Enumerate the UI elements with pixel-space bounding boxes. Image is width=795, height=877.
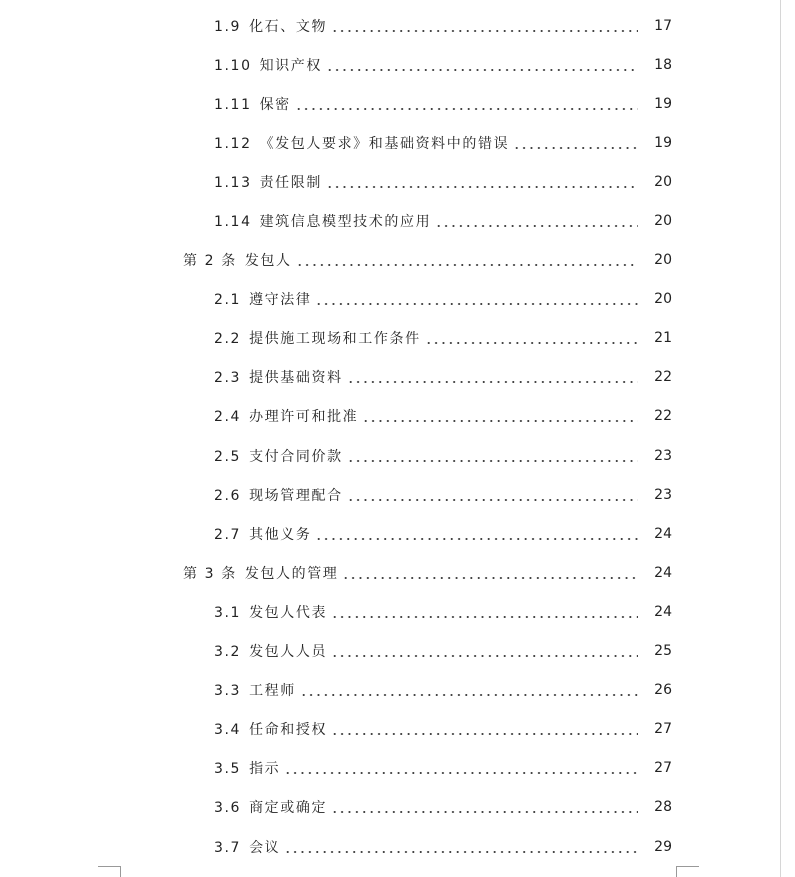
toc-entry-title: 指示	[249, 761, 281, 778]
toc-entry-label	[214, 524, 311, 544]
toc-entry-number: 2.4	[214, 409, 242, 426]
toc-page-number: 20	[654, 213, 672, 230]
toc-entry[interactable]	[0, 6, 795, 45]
toc-entry[interactable]	[0, 358, 795, 397]
toc-entry-title: 化石、文物	[249, 18, 328, 35]
toc-entry[interactable]	[0, 632, 795, 671]
toc-entry-label	[214, 367, 343, 387]
toc-entry[interactable]	[0, 280, 795, 319]
toc-entry-title: 任命和授权	[249, 722, 328, 739]
table-of-contents	[0, 6, 795, 866]
toc-entry-title: 发包人	[244, 253, 292, 270]
toc-page-number: 27	[654, 760, 672, 777]
toc-entry-title: 商定或确定	[249, 800, 328, 817]
toc-entry[interactable]	[0, 788, 795, 827]
toc-entry-title: 现场管理配合	[249, 487, 343, 504]
toc-dot-leader	[331, 800, 638, 814]
toc-entry-number: 3.6	[214, 800, 242, 817]
toc-entry[interactable]	[0, 201, 795, 240]
toc-dot-leader	[331, 722, 638, 736]
toc-entry-number: 2.3	[214, 370, 242, 387]
toc-entry-number: 3.5	[214, 761, 242, 778]
toc-entry[interactable]	[0, 671, 795, 710]
toc-entry[interactable]	[0, 319, 795, 358]
toc-entry-number: 3.4	[214, 722, 242, 739]
toc-page-number: 22	[654, 369, 672, 386]
toc-entry[interactable]	[0, 84, 795, 123]
toc-entry-label	[214, 289, 311, 309]
toc-dot-leader	[315, 292, 638, 306]
toc-entry-title: 保密	[259, 96, 291, 113]
toc-page-number: 19	[654, 95, 672, 112]
toc-entry[interactable]	[0, 241, 795, 280]
toc-entry-label	[214, 758, 280, 778]
toc-entry-label	[214, 641, 327, 661]
toc-dot-leader	[326, 58, 638, 72]
toc-entry[interactable]	[0, 162, 795, 201]
toc-page-number: 23	[654, 447, 672, 464]
toc-entry[interactable]	[0, 397, 795, 436]
toc-entry-label	[214, 406, 358, 426]
toc-page-number: 23	[654, 486, 672, 503]
toc-page-number: 28	[654, 799, 672, 816]
toc-entry-label	[214, 211, 431, 231]
toc-dot-leader	[331, 605, 638, 619]
toc-page-number: 20	[654, 291, 672, 308]
toc-entry-label	[214, 602, 327, 622]
toc-entry-label	[183, 563, 338, 583]
toc-entry-label	[214, 94, 291, 114]
toc-entry-title: 提供施工现场和工作条件	[249, 331, 421, 348]
toc-entry-label	[214, 797, 327, 817]
toc-entry-number: 3.7	[214, 839, 242, 856]
toc-page-number: 22	[654, 408, 672, 425]
toc-entry-title: 知识产权	[259, 57, 322, 74]
toc-dot-leader	[425, 331, 638, 345]
toc-dot-leader	[513, 136, 638, 150]
toc-entry[interactable]	[0, 553, 795, 592]
toc-dot-leader	[331, 19, 638, 33]
toc-entry-number: 第 3 条	[183, 565, 237, 582]
toc-entry-number: 1.9	[214, 18, 242, 35]
toc-entry-label	[214, 719, 327, 739]
toc-entry-title: 发包人人员	[249, 644, 328, 661]
toc-dot-leader	[435, 214, 638, 228]
toc-entry-title: 其他义务	[249, 526, 312, 543]
toc-page-number: 20	[654, 173, 672, 190]
toc-entry-number: 1.14	[214, 214, 252, 231]
toc-entry-title: 建筑信息模型技术的应用	[259, 214, 432, 231]
toc-page-number: 27	[654, 721, 672, 738]
toc-entry[interactable]	[0, 123, 795, 162]
toc-entry-label	[214, 133, 509, 153]
toc-page-number: 26	[654, 682, 672, 699]
toc-entry-label	[214, 837, 280, 857]
toc-entry-number: 2.5	[214, 448, 242, 465]
toc-page-number: 20	[654, 252, 672, 269]
toc-dot-leader	[331, 644, 638, 658]
toc-entry-title: 提供基础资料	[249, 370, 343, 387]
toc-entry-title: 发包人的管理	[244, 565, 339, 582]
toc-entry-number: 1.11	[214, 96, 252, 113]
toc-page-number: 29	[654, 838, 672, 855]
toc-entry-title: 发包人代表	[249, 604, 328, 621]
page-corner-mark-left	[98, 866, 121, 877]
toc-dot-leader	[326, 175, 638, 189]
toc-dot-leader	[347, 370, 638, 384]
toc-entry-number: 3.1	[214, 604, 242, 621]
toc-page-number: 24	[654, 525, 672, 542]
toc-page-number: 24	[654, 564, 672, 581]
toc-page-number: 18	[654, 56, 672, 73]
toc-entry[interactable]	[0, 475, 795, 514]
toc-entry-title: 遵守法律	[249, 292, 312, 309]
toc-entry-number: 3.2	[214, 644, 242, 661]
toc-entry-label	[183, 250, 292, 270]
toc-entry-number: 1.13	[214, 174, 252, 191]
toc-page-number: 25	[654, 643, 672, 660]
toc-page-number: 19	[654, 134, 672, 151]
toc-entry[interactable]	[0, 436, 795, 475]
toc-dot-leader	[315, 527, 638, 541]
toc-dot-leader	[295, 97, 638, 111]
toc-page-number: 17	[654, 17, 672, 34]
toc-entry-number: 2.1	[214, 292, 242, 309]
toc-entry[interactable]	[0, 592, 795, 631]
toc-entry-number: 2.7	[214, 526, 242, 543]
toc-entry-label	[214, 446, 343, 466]
toc-entry-title: 办理许可和批准	[249, 409, 359, 426]
toc-dot-leader	[284, 761, 638, 775]
toc-dot-leader	[296, 253, 638, 267]
toc-dot-leader	[342, 566, 638, 580]
toc-entry-label	[214, 16, 327, 36]
toc-entry-label	[214, 328, 421, 348]
toc-entry-title: 支付合同价款	[249, 448, 343, 465]
toc-entry[interactable]	[0, 827, 795, 866]
toc-dot-leader	[284, 840, 638, 854]
toc-entry-number: 3.3	[214, 683, 242, 700]
toc-dot-leader	[300, 683, 638, 697]
toc-dot-leader	[362, 409, 638, 423]
toc-dot-leader	[347, 488, 638, 502]
toc-entry[interactable]	[0, 710, 795, 749]
toc-entry-title: 《发包人要求》和基础资料中的错误	[259, 135, 510, 152]
toc-entry-title: 责任限制	[259, 174, 322, 191]
toc-entry-number: 第 2 条	[183, 253, 237, 270]
toc-entry-label	[214, 680, 296, 700]
toc-page-number: 24	[654, 603, 672, 620]
toc-entry-label	[214, 55, 322, 75]
page-corner-mark-right	[676, 866, 699, 877]
toc-entry-label	[214, 172, 322, 192]
toc-entry[interactable]	[0, 45, 795, 84]
toc-entry-title: 工程师	[249, 683, 296, 700]
toc-entry-number: 2.2	[214, 331, 242, 348]
toc-page-number: 21	[654, 330, 672, 347]
toc-entry[interactable]	[0, 749, 795, 788]
toc-entry-number: 2.6	[214, 487, 242, 504]
toc-entry-title: 会议	[249, 839, 281, 856]
toc-dot-leader	[347, 449, 638, 463]
toc-entry-number: 1.12	[214, 135, 252, 152]
toc-entry-number: 1.10	[214, 57, 252, 74]
toc-entry[interactable]	[0, 514, 795, 553]
toc-entry-label	[214, 485, 343, 505]
